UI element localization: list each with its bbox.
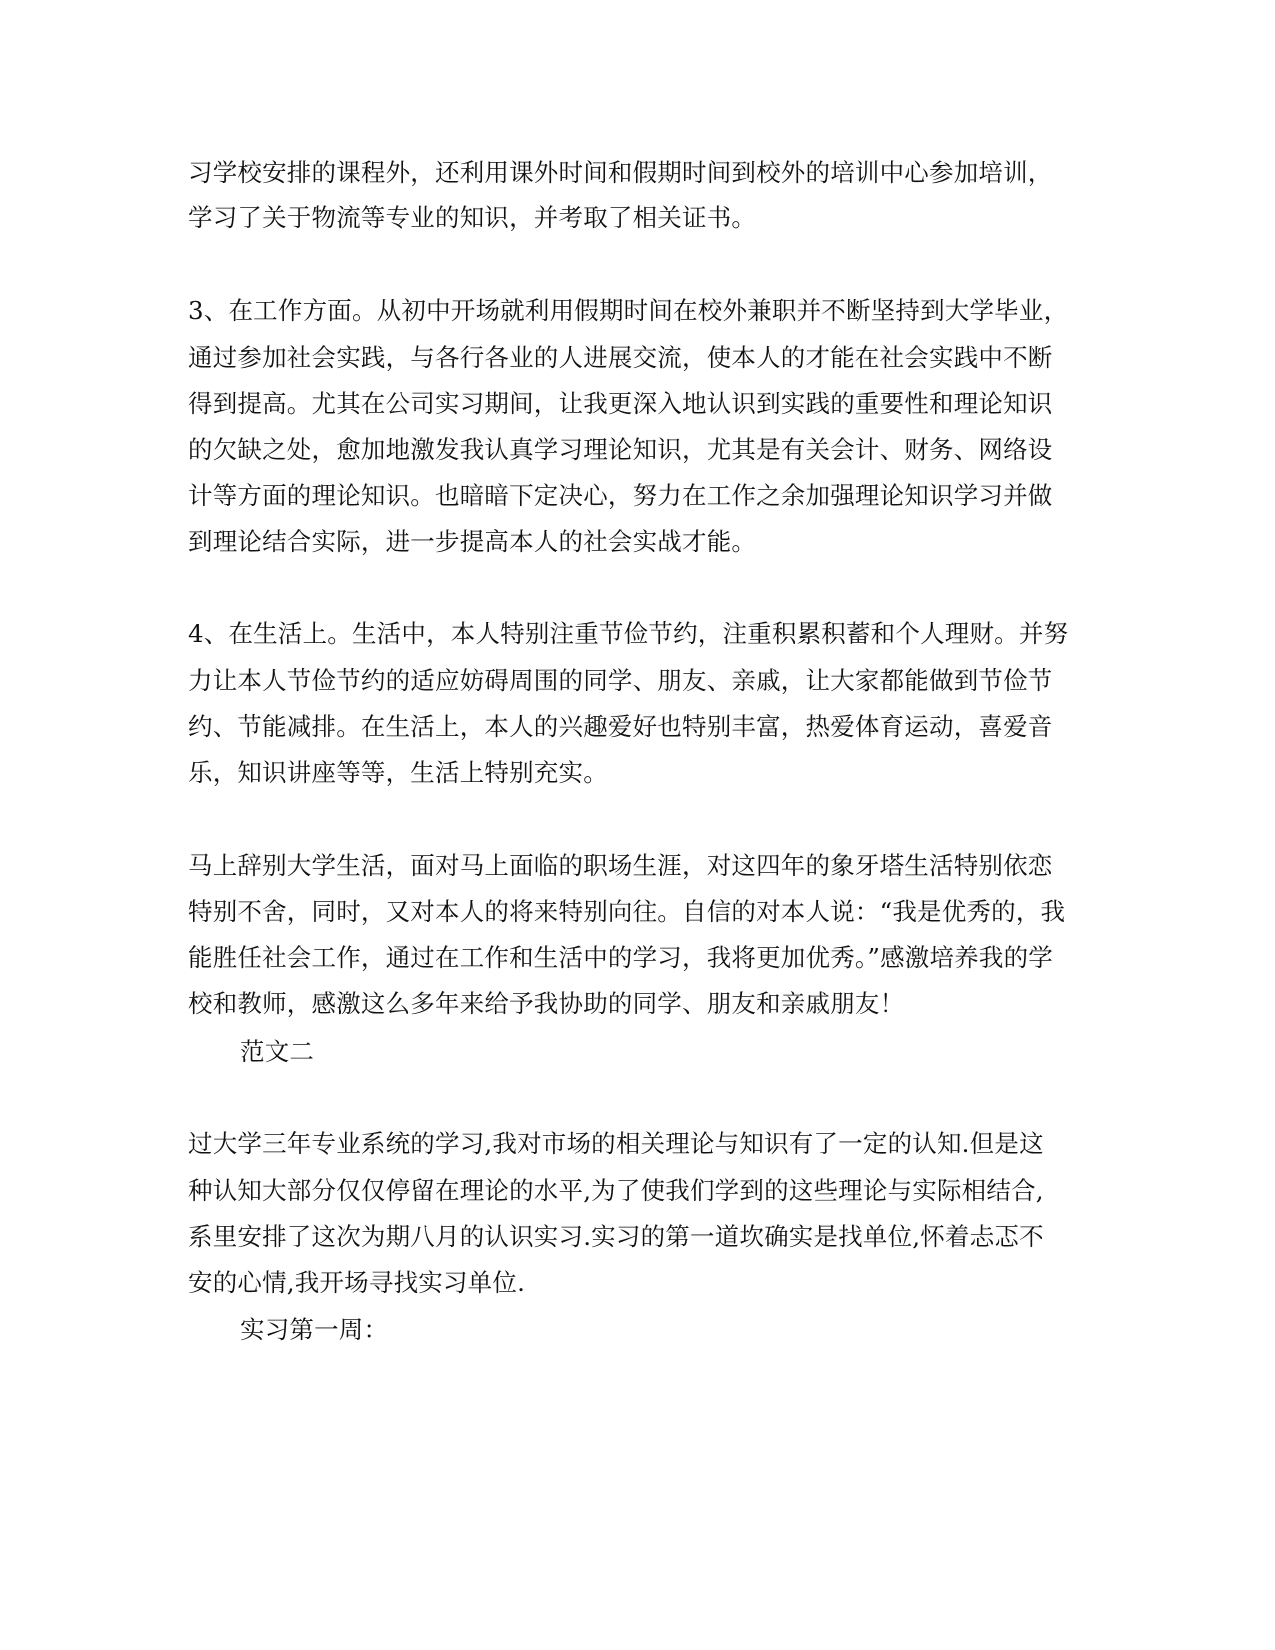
text-line: 乐，知识讲座等等，生活上特别充实。 (188, 758, 608, 787)
text-line: 习学校安排的课程外，还利用课外时间和假期时间到校外的培训中心参加培训， (188, 158, 1053, 187)
text-line: 马上辞别大学生活，面对马上面临的职场生涯，对这四年的象牙塔生活特别依恋 (188, 851, 1053, 880)
text-line: 过大学三年专业系统的学习,我对市场的相关理论与知识有了一定的认知.但是这 (188, 1129, 1044, 1158)
text-line: 的欠缺之处，愈加地激发我认真学习理论知识，尤其是有关会计、财务、网络设 (188, 435, 1053, 464)
text-line: 特别不舍，同时，又对本人的将来特别向往。自信的对本人说：“我是优秀的，我 (188, 897, 1066, 926)
text-line: 3、在工作方面。从初中开场就利用假期时间在校外兼职并不断坚持到大学毕业， (188, 296, 1069, 325)
text-line: 计等方面的理论知识。也暗暗下定决心，努力在工作之余加强理论知识学习并做 (188, 481, 1053, 510)
text-line: 约、节能减排。在生活上，本人的兴趣爱好也特别丰富，热爱体育运动，喜爱音 (188, 712, 1053, 741)
section-heading: 实习第一周： (240, 1315, 389, 1344)
section-heading: 范文二 (240, 1037, 315, 1066)
text-line: 到理论结合实际，进一步提高本人的社会实战才能。 (188, 527, 757, 556)
text-line: 安的心情,我开场寻找实习单位. (188, 1268, 526, 1297)
text-line: 得到提高。尤其在公司实习期间，让我更深入地认识到实践的重要性和理论知识 (188, 389, 1053, 418)
text-line: 通过参加社会实践，与各行各业的人进展交流，使本人的才能在社会实践中不断 (188, 343, 1053, 372)
text-line: 力让本人节俭节约的适应妨碍周围的同学、朋友、亲戚，让大家都能做到节俭节 (188, 666, 1053, 695)
text-line: 校和教师，感激这么多年来给予我协助的同学、朋友和亲戚朋友！ (188, 989, 905, 1018)
text-line: 学习了关于物流等专业的知识，并考取了相关证书。 (188, 203, 757, 232)
text-line: 能胜任社会工作，通过在工作和生活中的学习，我将更加优秀。”感激培养我的学 (188, 943, 1053, 972)
text-line: 4、在生活上。生活中，本人特别注重节俭节约，注重积累积蓄和个人理财。并努 (188, 619, 1069, 648)
text-line: 种认知大部分仅仅停留在理论的水平,为了使我们学到的这些理论与实际相结合, (188, 1176, 1044, 1205)
text-line: 系里安排了这次为期八月的认识实习.实习的第一道坎确实是找单位,怀着忐忑不 (188, 1222, 1044, 1251)
